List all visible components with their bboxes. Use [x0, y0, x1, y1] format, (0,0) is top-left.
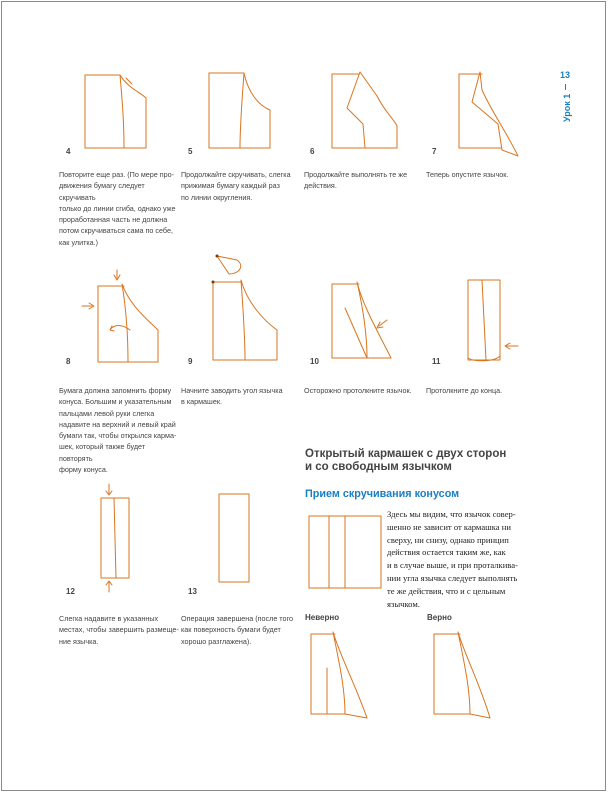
step-13-illustration	[213, 490, 253, 586]
step-8-number: 8	[66, 357, 71, 366]
step-7-caption: Теперь опустите язычок.	[426, 170, 509, 179]
step-12-caption: Слегка надавите в указанных местах, чтобы завершить размеще- ние язычка.	[59, 614, 179, 646]
step-7-number: 7	[432, 147, 437, 156]
step-11-number: 11	[432, 357, 441, 366]
step-6-caption: Продолжайте выполнять те же действия.	[304, 170, 408, 191]
section-title: Открытый кармашек с двух сторон и со свободным язычком	[305, 448, 507, 473]
step-6-illustration	[325, 68, 405, 152]
step-9-caption: Начните заводить угол язычка в кармашек.	[181, 386, 283, 407]
step-10-caption: Осторожно протолкните язычок.	[304, 386, 412, 395]
section-illustration	[305, 512, 385, 592]
step-8-illustration	[78, 268, 168, 368]
page-number: 13	[560, 70, 571, 80]
step-4-number: 4	[66, 147, 71, 156]
step-5-number: 5	[188, 147, 193, 156]
lesson-label: Урок 1	[562, 93, 572, 122]
step-5-caption: Продолжайте скручивать, слегка прижимая бумагу каждый раз по линии округления.	[181, 170, 291, 202]
step-13-number: 13	[188, 587, 197, 596]
step-10-illustration	[327, 278, 407, 366]
wrong-illustration	[305, 628, 385, 724]
step-4-illustration	[80, 70, 160, 150]
step-8-caption: Бумага должна запомнить форму конуса. Большим и указательным пальцами левой руки слегка надавите на верхний и левый край бумаги так, чтобы открылся карма- шек, который также будет повторять форму конуса.	[59, 386, 177, 475]
step-11-illustration	[460, 276, 520, 366]
step-12-illustration	[95, 482, 135, 596]
right-label: Верно	[427, 613, 452, 622]
step-7-illustration	[452, 68, 532, 160]
wrong-label: Неверно	[305, 613, 340, 622]
step-5-illustration	[202, 70, 282, 150]
step-13-caption: Операция завершена (после того как поверхность бумаги будет хорошо разглажена).	[181, 614, 293, 646]
step-12-number: 12	[66, 587, 75, 596]
step-4-caption: Повторите еще раз. (По мере про- движения бумагу следует скручивать только до линии сгиба, однако уже проработанная часть не должна потом скручиваться сама по себе, как улитка.)	[59, 170, 176, 247]
step-10-number: 10	[310, 357, 319, 366]
step-6-number: 6	[310, 147, 315, 156]
section-body: Здесь мы видим, что язычок совер- шенно не зависит от кармашка ни сверху, ни снизу, однако принцип действия остается таким же, как и в случае выше, и при проталкива- нии угла язычка следует выполнять те же действия, что и с цельным язычком.	[387, 509, 518, 609]
lesson-divider	[565, 84, 566, 90]
step-9-illustration	[205, 248, 285, 364]
section-subtitle: Прием скручивания конусом	[305, 488, 460, 500]
step-9-number: 9	[188, 357, 193, 366]
step-11-caption: Протолкните до конца.	[426, 386, 503, 395]
right-illustration	[428, 628, 508, 724]
